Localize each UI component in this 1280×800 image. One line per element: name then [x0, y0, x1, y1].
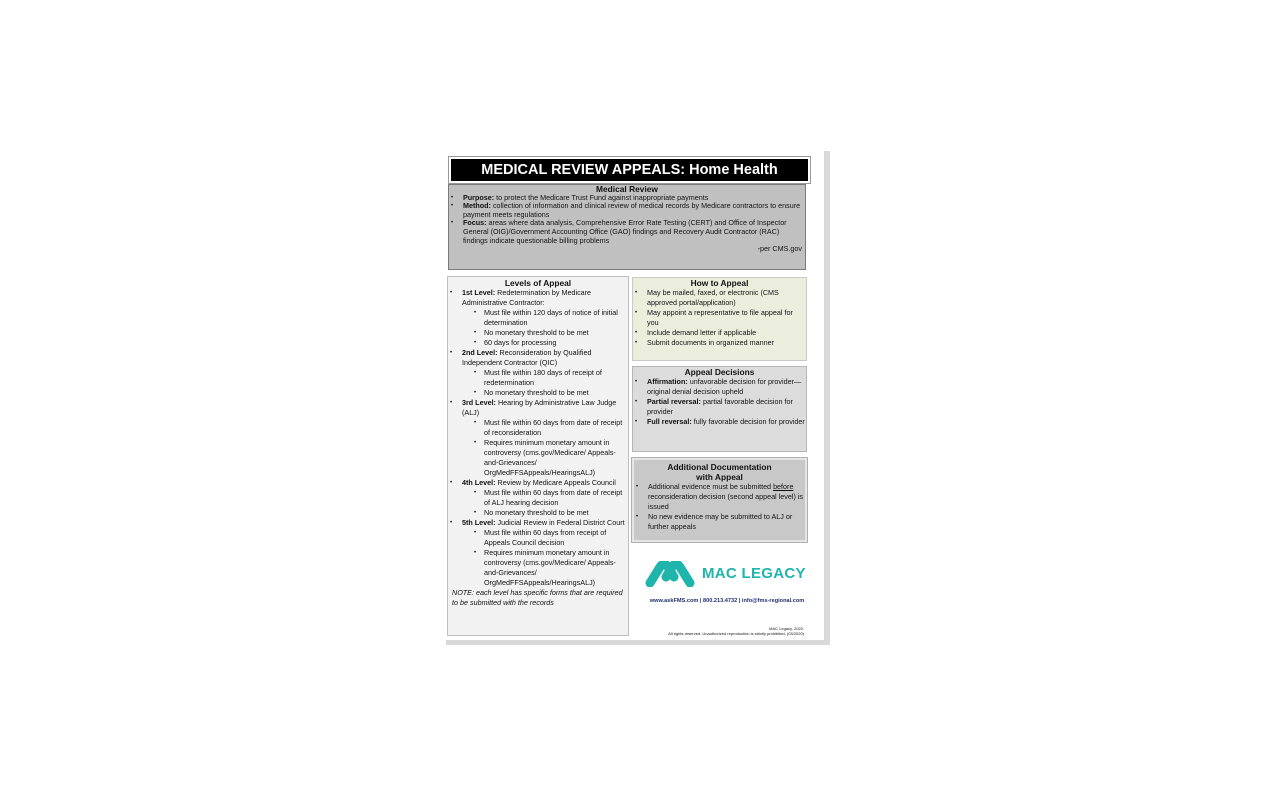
additional-documentation-box	[632, 458, 807, 542]
level-sublist	[462, 528, 628, 588]
level-sublist	[462, 368, 628, 398]
levels-of-appeal-box	[447, 276, 629, 636]
sub-item: • Requires minimum monetary amount in controversy (cms.gov/Medicare/ Appeals-and-Grievances/ OrgMedFFSAppeals/HearingsALJ)	[484, 548, 628, 588]
sub-item: • Must file within 60 days from date of receipt of reconsideration	[484, 418, 628, 438]
additional-list	[634, 482, 805, 532]
level-label: 2nd Level:	[462, 348, 498, 357]
level-item	[462, 518, 628, 588]
sub-item: • No monetary threshold to be met	[484, 328, 628, 338]
list-item	[647, 377, 806, 397]
additional-heading-line1: Additional Documentation	[667, 462, 772, 472]
item-label: Purpose:	[463, 192, 495, 202]
level-label: 1st Level:	[462, 288, 496, 297]
list-item	[647, 397, 806, 417]
level-label: 5th Level:	[462, 518, 496, 527]
list-item	[463, 219, 805, 245]
contact-info: www.askFMS.com | 800.213.4732 | info@fms-regional.com	[649, 598, 805, 604]
levels-note: NOTE: each level has specific forms that are required to be submitted with the records	[452, 588, 623, 607]
appeal-decisions-box	[632, 366, 807, 452]
list-item	[648, 482, 805, 512]
sub-item: • Must file within 60 days from receipt of Appeals Council decision	[484, 528, 628, 548]
list-item: • No new evidence may be submitted to ALJ or further appeals	[648, 512, 805, 532]
item-text: Additional evidence must be submitted	[648, 482, 774, 491]
how-list	[633, 288, 806, 348]
level-item	[462, 398, 628, 478]
additional-heading	[634, 462, 805, 482]
list-item: • May be mailed, faxed, or electronic (CMS approved portal/application)	[647, 288, 806, 308]
medical-review-box	[448, 184, 806, 270]
document-page	[444, 150, 824, 640]
item-text: partial favorable decision for provider	[647, 397, 793, 416]
level-sublist	[462, 308, 628, 348]
item-text: to protect the Medicare Trust Fund against inappropriate payments	[494, 192, 709, 202]
sub-item: • No monetary threshold to be met	[484, 508, 628, 518]
level-text: Reconsideration by Qualified Independent Contractor (QIC)	[462, 348, 592, 367]
level-text: Review by Medicare Appeals Council	[495, 478, 616, 487]
item-label: Affirmation:	[647, 377, 688, 386]
level-label: 4th Level:	[462, 478, 496, 487]
level-item	[462, 348, 628, 398]
list-item: • Submit documents in organized manner	[647, 338, 806, 348]
sub-item: • Must file within 120 days of notice of initial determination	[484, 308, 628, 328]
level-sublist	[462, 488, 628, 518]
sub-item: • Must file within 180 days of receipt of redetermination	[484, 368, 628, 388]
item-text: areas where data analysis, Comprehensive Error Rate Testing (CERT) and Office of Inspector General (OIG)/Government Accounting Office (GAO) findings and Recovery Audit Contractor (RAC) findings indicate questionable billing problems	[463, 218, 787, 245]
item-underlined: before	[773, 482, 794, 491]
additional-heading-line2: with Appeal	[696, 472, 743, 482]
levels-list	[448, 288, 628, 588]
medical-review-heading: Medical Review	[596, 184, 658, 194]
level-text: Judicial Review in Federal District Court	[495, 518, 625, 527]
mac-legacy-logo-mark-icon	[644, 561, 696, 587]
page-title: MEDICAL REVIEW APPEALS: Home Health	[449, 157, 810, 183]
item-text: fully favorable decision for provider	[691, 417, 805, 426]
item-label: Full reversal:	[647, 417, 692, 426]
decisions-list	[633, 377, 806, 427]
sub-item: • No monetary threshold to be met	[484, 388, 628, 398]
levels-heading: Levels of Appeal	[504, 278, 572, 288]
list-item	[463, 202, 805, 219]
level-label: 3rd Level:	[462, 398, 496, 407]
level-text: Redetermination by Medicare Administrative Contractor:	[462, 288, 592, 307]
item-label: Focus:	[463, 218, 487, 228]
sub-item: • Requires minimum monetary amount in controversy (cms.gov/Medicare/ Appeals-and-Grievances/ OrgMedFFSAppeals/HearingsALJ)	[484, 438, 628, 478]
level-sublist	[462, 418, 628, 478]
level-item	[462, 478, 628, 518]
item-label: Partial reversal:	[647, 397, 701, 406]
sub-item: • Must file within 60 days from date of receipt of ALJ hearing decision	[484, 488, 628, 508]
level-item	[462, 288, 628, 348]
source-citation: -per CMS.gov	[757, 244, 802, 254]
list-item	[647, 417, 806, 427]
footer-line2: All rights reserved. Unauthorized reproduction is strictly prohibited. (03/2020)	[668, 631, 804, 636]
mac-legacy-logo	[644, 558, 814, 588]
item-text: collection of information and clinical review of medical records by Medicare contractors to ensure payment meets regulations	[463, 201, 801, 219]
item-text: unfavorable decision for provider—original denial decision upheld	[647, 377, 802, 396]
logo-text: MAC LEGACY	[702, 565, 806, 582]
decisions-heading: Appeal Decisions	[684, 367, 755, 377]
list-item: • Include demand letter if applicable	[647, 328, 806, 338]
medical-review-list	[449, 194, 805, 246]
item-label: Method:	[463, 201, 491, 211]
footer-line1: MAC Legacy, 2020.	[769, 626, 804, 631]
footer-copyright	[668, 626, 804, 636]
list-item: • May appoint a representative to file appeal for you	[647, 308, 806, 328]
how-to-appeal-box	[632, 277, 807, 361]
level-text: Hearing by Administrative Law Judge (ALJ)	[462, 398, 617, 417]
sub-item: • 60 days for processing	[484, 338, 628, 348]
item-text: reconsideration decision (second appeal level) is issued	[648, 492, 804, 511]
how-heading: How to Appeal	[690, 278, 749, 288]
